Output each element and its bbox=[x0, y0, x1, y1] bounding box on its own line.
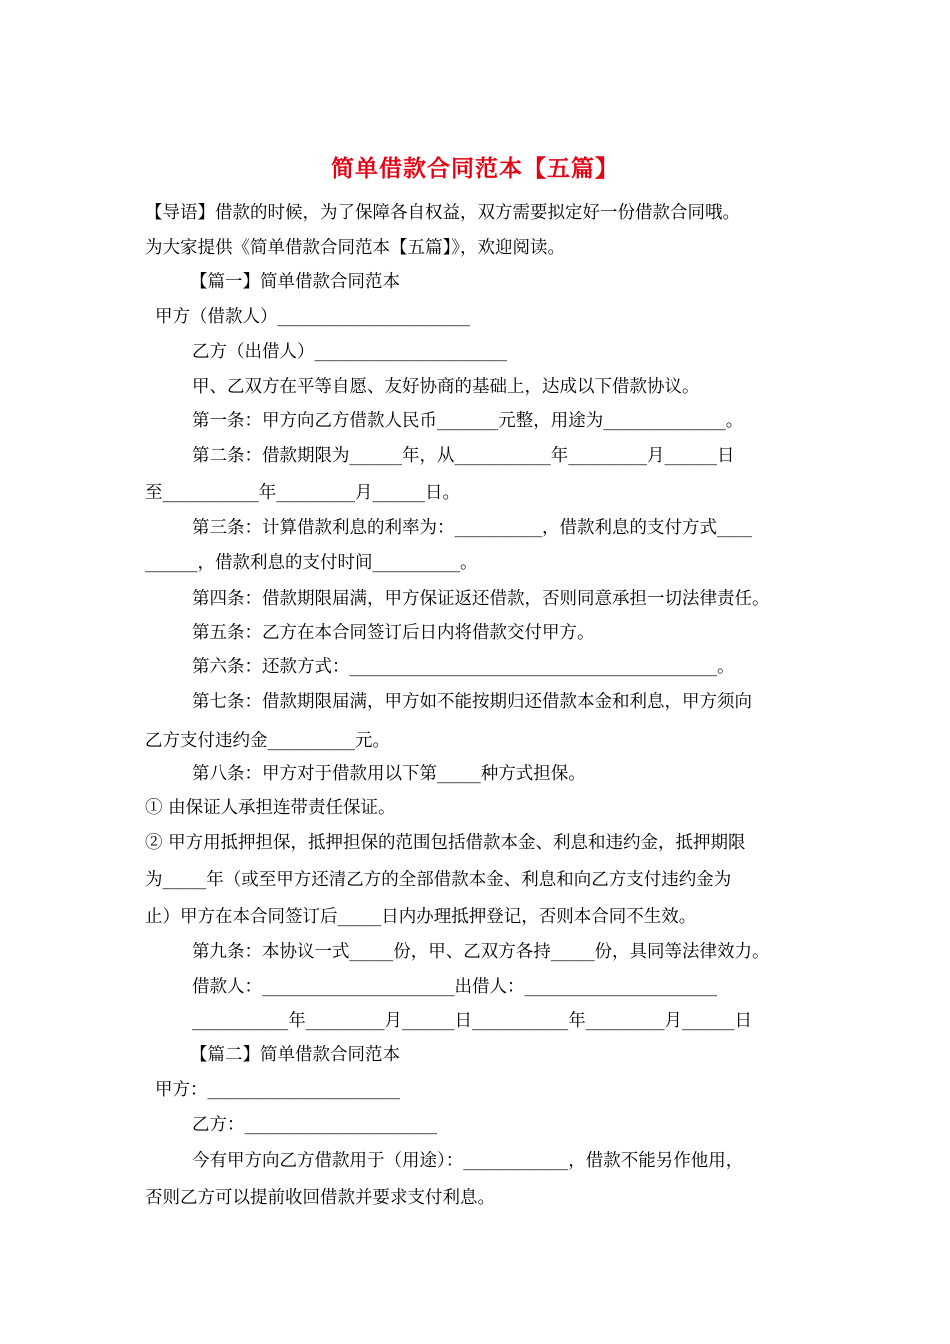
clause-2-line-1: 第二条：借款期限为______年，从___________年_________月______日 bbox=[192, 446, 735, 466]
intro-line-1: 【导语】借款的时候，为了保障各自权益，双方需要拟定好一份借款合同哦。 bbox=[145, 203, 740, 223]
clause-3-line-1: 第三条：计算借款利息的利率为：__________，借款利息的支付方式____ bbox=[192, 518, 752, 538]
loan-purpose-line-2: 否则乙方可以提前收回借款并要求支付利息。 bbox=[145, 1188, 495, 1208]
section-heading-2: 【篇二】简单借款合同范本 bbox=[190, 1045, 400, 1065]
clause-1: 第一条：甲方向乙方借款人民币_______元整，用途为______________。 bbox=[192, 411, 744, 431]
intro-line-2: 为大家提供《简单借款合同范本【五篇】》，欢迎阅读。 bbox=[145, 238, 565, 258]
guarantee-option-2-line-2: 为_____年（或至甲方还清乙方的全部借款本金、利息和向乙方支付违约金为 bbox=[145, 870, 732, 890]
clause-2-line-2: 至___________年_________月______日。 bbox=[145, 483, 460, 503]
section-heading-1: 【篇一】简单借款合同范本 bbox=[190, 272, 400, 292]
guarantee-option-1: ① 由保证人承担连带责任保证。 bbox=[145, 798, 396, 818]
document-title: 简单借款合同范本【五篇】 bbox=[331, 155, 619, 182]
clause-7-line-1: 第七条：借款期限届满，甲方如不能按期归还借款本金和利息，甲方须向 bbox=[192, 692, 752, 712]
clause-8: 第八条：甲方对于借款用以下第_____种方式担保。 bbox=[192, 764, 586, 784]
clause-6: 第六条：还款方式：__________________________________________。 bbox=[192, 657, 735, 677]
guarantee-option-2-line-3: 止）甲方在本合同签订后_____日内办理抵押登记，否则本合同不生效。 bbox=[145, 907, 697, 927]
clause-9: 第九条：本协议一式_____份，甲、乙双方各持_____份，具同等法律效力。 bbox=[192, 942, 770, 962]
party-b-line: 乙方（出借人）______________________ bbox=[192, 342, 507, 362]
clause-4: 第四条：借款期限届满，甲方保证返还借款，否则同意承担一切法律责任。 bbox=[192, 589, 770, 609]
clause-7-line-2: 乙方支付违约金__________元。 bbox=[145, 731, 390, 751]
guarantee-option-2-line-1: ② 甲方用抵押担保，抵押担保的范围包括借款本金、利息和违约金，抵押期限 bbox=[145, 833, 746, 853]
signature-line: 借款人：______________________出借人：______________________ bbox=[192, 977, 717, 997]
party-a-line-2: 甲方：______________________ bbox=[155, 1080, 400, 1100]
agreement-intro: 甲、乙双方在平等自愿、友好协商的基础上，达成以下借款协议。 bbox=[192, 377, 700, 397]
party-a-line: 甲方（借款人）______________________ bbox=[155, 307, 470, 327]
loan-purpose-line-1: 今有甲方向乙方借款用于（用途）：____________，借款不能另作他用， bbox=[192, 1151, 744, 1171]
signature-date-line: ___________年_________月______日___________年_________月______日 bbox=[192, 1011, 752, 1031]
party-b-line-2: 乙方：______________________ bbox=[192, 1115, 437, 1135]
clause-5: 第五条：乙方在本合同签订后日内将借款交付甲方。 bbox=[192, 623, 595, 643]
clause-3-line-2: ______，借款利息的支付时间__________。 bbox=[145, 553, 478, 573]
